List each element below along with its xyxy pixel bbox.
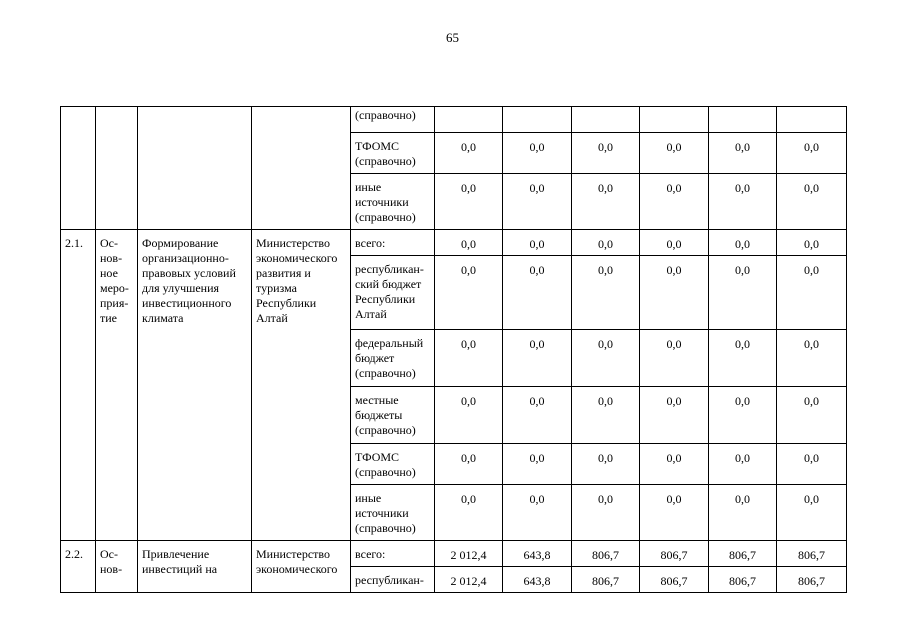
source-cell: иные источники (справочно) [351, 485, 435, 541]
kind-cell: Ос-нов-ное меро-прия-тие [96, 230, 138, 541]
value-cell: 806,7 [777, 541, 847, 567]
code-cell: 2.2. [61, 541, 96, 593]
name-cell: Привлечение инвестиций на [138, 541, 252, 593]
source-cell: иные источники (справочно) [351, 174, 435, 230]
value-cell: 0,0 [572, 174, 640, 230]
name-cell [138, 107, 252, 230]
value-cell: 0,0 [572, 485, 640, 541]
value-cell: 806,7 [777, 567, 847, 593]
value-cell: 0,0 [640, 485, 709, 541]
value-cell: 0,0 [572, 133, 640, 174]
value-cell: 0,0 [709, 230, 777, 256]
value-cell: 806,7 [572, 567, 640, 593]
value-cell [572, 107, 640, 133]
value-cell: 0,0 [572, 256, 640, 330]
kind-cell: Ос-нов- [96, 541, 138, 593]
table-row [61, 230, 847, 256]
value-cell: 806,7 [709, 567, 777, 593]
value-cell: 0,0 [435, 133, 503, 174]
value-cell [777, 107, 847, 133]
value-cell: 0,0 [777, 133, 847, 174]
value-cell: 0,0 [503, 174, 572, 230]
source-cell: ТФОМС (справочно) [351, 444, 435, 485]
source-cell: федеральный бюджет (справочно) [351, 330, 435, 387]
page-number: 65 [446, 30, 459, 45]
value-cell: 0,0 [709, 444, 777, 485]
source-cell: республикан-ский бюджет Республики Алтай [351, 256, 435, 330]
value-cell [709, 107, 777, 133]
value-cell: 0,0 [435, 330, 503, 387]
source-cell: (справочно) [351, 107, 435, 133]
value-cell: 0,0 [640, 133, 709, 174]
value-cell: 0,0 [777, 230, 847, 256]
value-cell [435, 107, 503, 133]
value-cell: 0,0 [777, 256, 847, 330]
executor-cell [252, 107, 351, 230]
value-cell: 0,0 [572, 387, 640, 444]
value-cell: 806,7 [709, 541, 777, 567]
source-cell: ТФОМС (справочно) [351, 133, 435, 174]
source-cell: республикан- [351, 567, 435, 593]
code-cell [61, 107, 96, 230]
value-cell: 0,0 [709, 133, 777, 174]
source-cell: местные бюджеты (справочно) [351, 387, 435, 444]
value-cell: 0,0 [640, 444, 709, 485]
value-cell: 0,0 [777, 174, 847, 230]
value-cell: 0,0 [503, 444, 572, 485]
value-cell: 0,0 [572, 230, 640, 256]
value-cell: 0,0 [777, 485, 847, 541]
kind-cell [96, 107, 138, 230]
value-cell: 0,0 [572, 330, 640, 387]
value-cell: 0,0 [435, 230, 503, 256]
value-cell: 0,0 [640, 174, 709, 230]
value-cell: 0,0 [435, 174, 503, 230]
value-cell: 806,7 [640, 567, 709, 593]
value-cell: 0,0 [640, 387, 709, 444]
value-cell: 2 012,4 [435, 541, 503, 567]
name-cell: Формирование организационно-правовых условий для улучшения инвестиционного климата [138, 230, 252, 541]
value-cell: 806,7 [572, 541, 640, 567]
value-cell: 0,0 [709, 174, 777, 230]
value-cell: 0,0 [503, 256, 572, 330]
value-cell [640, 107, 709, 133]
table-row [61, 107, 847, 133]
budget-table [60, 106, 847, 593]
source-cell: всего: [351, 230, 435, 256]
value-cell: 0,0 [640, 330, 709, 387]
value-cell: 0,0 [435, 485, 503, 541]
value-cell: 0,0 [435, 444, 503, 485]
value-cell: 0,0 [709, 256, 777, 330]
value-cell: 0,0 [777, 330, 847, 387]
value-cell: 2 012,4 [435, 567, 503, 593]
value-cell: 0,0 [503, 133, 572, 174]
executor-cell: Министерство экономического [252, 541, 351, 593]
value-cell: 0,0 [709, 485, 777, 541]
value-cell: 643,8 [503, 541, 572, 567]
value-cell: 0,0 [503, 387, 572, 444]
value-cell: 0,0 [435, 256, 503, 330]
value-cell: 0,0 [709, 330, 777, 387]
value-cell: 0,0 [777, 444, 847, 485]
value-cell: 643,8 [503, 567, 572, 593]
value-cell [503, 107, 572, 133]
executor-cell: Министерство экономического развития и туризма Республики Алтай [252, 230, 351, 541]
value-cell: 0,0 [640, 256, 709, 330]
value-cell: 0,0 [503, 485, 572, 541]
code-cell: 2.1. [61, 230, 96, 541]
value-cell: 0,0 [572, 444, 640, 485]
table-row [61, 541, 847, 567]
value-cell: 0,0 [640, 230, 709, 256]
value-cell: 806,7 [640, 541, 709, 567]
source-cell: всего: [351, 541, 435, 567]
value-cell: 0,0 [435, 387, 503, 444]
value-cell: 0,0 [503, 230, 572, 256]
value-cell: 0,0 [709, 387, 777, 444]
value-cell: 0,0 [503, 330, 572, 387]
value-cell: 0,0 [777, 387, 847, 444]
